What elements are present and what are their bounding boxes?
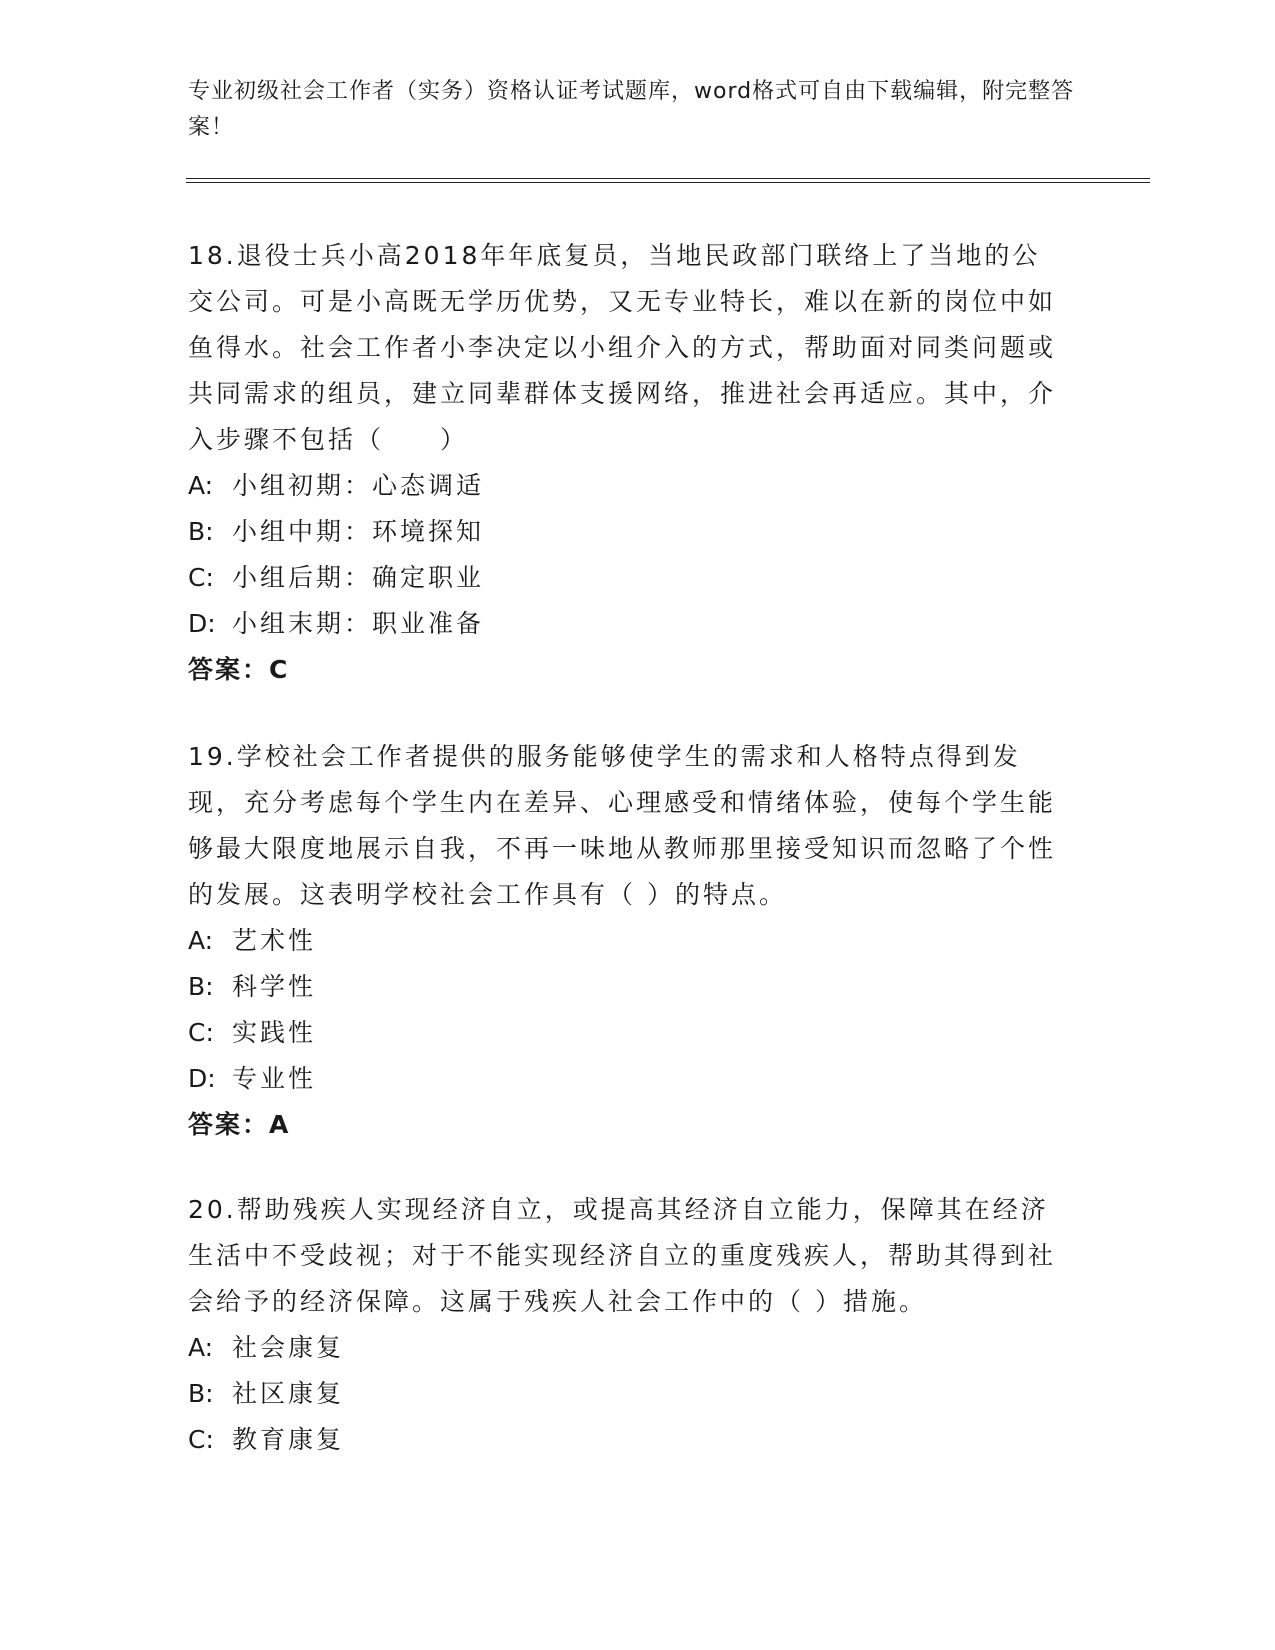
option-text: 社区康复 <box>232 1379 345 1408</box>
answer-value: C <box>269 655 289 684</box>
question-stem: 19.学校社会工作者提供的服务能够使学生的需求和人格特点得到发现，充分考虑每个学生内在差异、心理感受和情绪体验，使每个学生能够最大限度地展示自我，不再一味地从教师那里接受知识而忽略了个性的发展。这表明学校社会工作具有（ ）的特点。 <box>188 742 1057 909</box>
answer-value: A <box>269 1110 290 1139</box>
option-text: 实践性 <box>232 1018 317 1047</box>
option-key: C: <box>188 563 214 592</box>
option-key: B: <box>188 517 214 546</box>
option-a <box>188 918 1068 964</box>
header-divider-top <box>186 178 1150 179</box>
question-stem: 18.退役士兵小高2018年年底复员，当地民政部门联络上了当地的公交公司。可是小高既无学历优势，又无专业特长，难以在新的岗位中如鱼得水。社会工作者小李决定以小组介入的方式，帮助面对同类问题或共同需求的组员，建立同辈群体支援网络，推进社会再适应。其中，介入步骤不包括（ ） <box>188 241 1057 454</box>
answer-label: 答案： <box>188 655 270 684</box>
option-d <box>188 1056 1068 1102</box>
option-d <box>188 601 1068 647</box>
option-text: 社会康复 <box>232 1333 345 1362</box>
option-key: D: <box>188 1064 216 1093</box>
option-b <box>188 509 1068 555</box>
answer-line <box>188 1102 1068 1148</box>
option-b <box>188 1371 1068 1417</box>
option-text: 教育康复 <box>232 1425 345 1454</box>
option-key: B: <box>188 972 214 1001</box>
option-text: 科学性 <box>232 972 317 1001</box>
option-text: 小组初期：心态调适 <box>232 471 485 500</box>
option-key: A: <box>188 926 214 955</box>
answer-line <box>188 647 1068 693</box>
option-key: B: <box>188 1379 214 1408</box>
option-text: 小组末期：职业准备 <box>232 609 485 638</box>
option-text: 艺术性 <box>232 926 317 955</box>
option-a <box>188 463 1068 509</box>
option-a <box>188 1325 1068 1371</box>
option-text: 小组中期：环境探知 <box>232 517 485 546</box>
option-key: D: <box>188 609 216 638</box>
option-key: A: <box>188 471 214 500</box>
question-18 <box>188 233 1068 693</box>
header-divider-bottom <box>186 182 1150 183</box>
option-key: C: <box>188 1018 214 1047</box>
option-b <box>188 964 1068 1010</box>
option-key: A: <box>188 1333 214 1362</box>
question-stem: 20.帮助残疾人实现经济自立，或提高其经济自立能力，保障其在经济生活中不受歧视；对于不能实现经济自立的重度残疾人，帮助其得到社会给予的经济保障。这属于残疾人社会工作中的（ ）措施。 <box>188 1195 1057 1316</box>
option-c <box>188 555 1068 601</box>
question-20 <box>188 1187 1068 1463</box>
page-header: 专业初级社会工作者（实务）资格认证考试题库，word格式可自由下载编辑，附完整答案！ <box>188 79 1075 140</box>
answer-label: 答案： <box>188 1110 270 1139</box>
option-text: 小组后期：确定职业 <box>232 563 485 592</box>
option-text: 专业性 <box>232 1064 317 1093</box>
question-19 <box>188 734 1068 1148</box>
option-key: C: <box>188 1425 214 1454</box>
option-c <box>188 1010 1068 1056</box>
option-c <box>188 1417 1068 1463</box>
